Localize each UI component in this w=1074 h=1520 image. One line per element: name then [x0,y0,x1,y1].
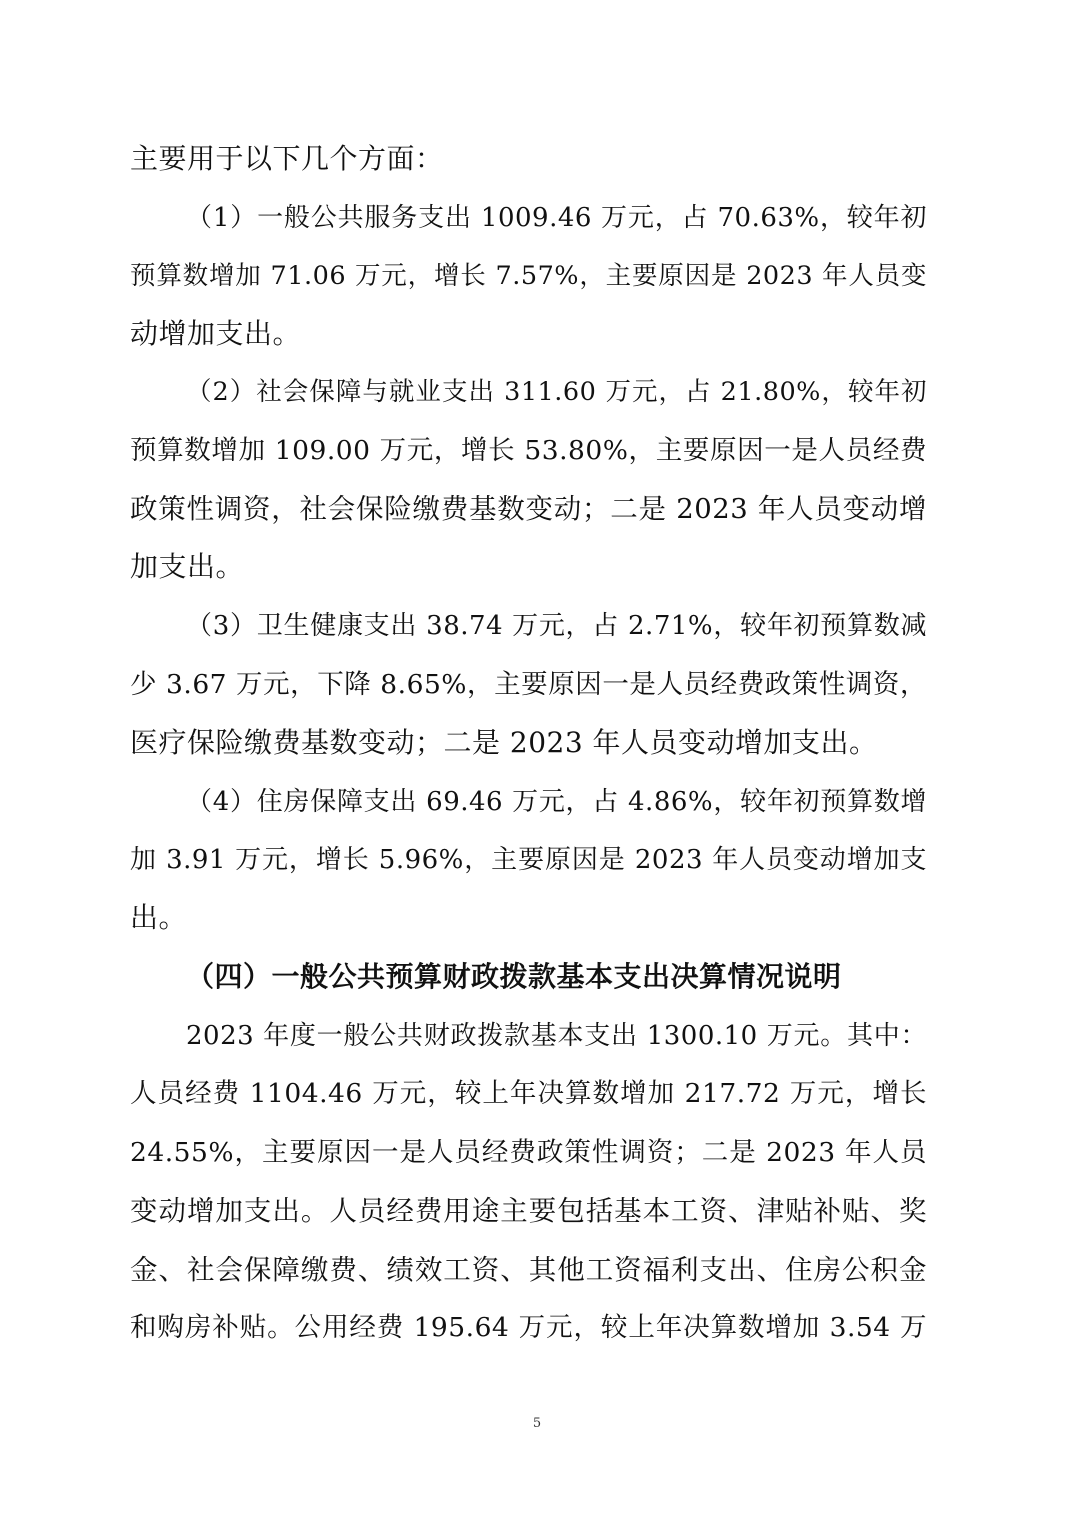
paragraph-line: 加 3.91 万元，增长 5.96%，主要原因是 2023 年人员变动增加支 [130,845,927,875]
paragraph-line: 少 3.67 万元，下降 8.65%，主要原因一是人员经费政策性调资， [130,669,927,700]
paragraph-line: 人员经费 1104.46 万元，较上年决算数增加 217.72 万元，增长 [130,1078,927,1109]
paragraph-line: 金、社会保障缴费、绩效工资、其他工资福利支出、住房公积金 [130,1254,927,1286]
paragraph-line: （4）住房保障支出 69.46 万元，占 4.86%，较年初预算数增 [186,787,927,817]
paragraph-line: （1）一般公共服务支出 1009.46 万元，占 70.63%，较年初 [186,203,927,233]
paragraph-line: 动增加支出。 [130,317,302,350]
paragraph-line: 主要用于以下几个方面： [130,142,444,175]
paragraph-line: 2023 年度一般公共财政拨款基本支出 1300.10 万元。其中： [186,1021,927,1051]
paragraph-line: 政策性调资，社会保险缴费基数变动；二是 2023 年人员变动增 [130,493,927,525]
paragraph-line: 预算数增加 71.06 万元，增长 7.57%，主要原因是 2023 年人员变 [130,261,927,291]
paragraph-line: （3）卫生健康支出 38.74 万元，占 2.71%，较年初预算数减 [186,611,927,641]
paragraph-line: （2）社会保障与就业支出 311.60 万元，占 21.80%，较年初 [186,377,927,407]
paragraph-line: 加支出。 [130,550,245,583]
paragraph-line: 和购房补贴。公用经费 195.64 万元，较上年决算数增加 3.54 万 [130,1312,927,1343]
paragraph-line: 预算数增加 109.00 万元，增长 53.80%，主要原因一是人员经费 [130,435,927,466]
paragraph-line: 医疗保险缴费基数变动；二是 2023 年人员变动增加支出。 [130,726,878,759]
paragraph-line: 出。 [130,901,188,934]
section-heading: （四）一般公共预算财政拨款基本支出决算情况说明 [186,960,842,993]
page-number: 5 [532,1416,542,1431]
paragraph-line: 24.55%，主要原因一是人员经费政策性调资；二是 2023 年人员 [130,1137,927,1168]
paragraph-line: 变动增加支出。人员经费用途主要包括基本工资、津贴补贴、奖 [130,1195,927,1227]
